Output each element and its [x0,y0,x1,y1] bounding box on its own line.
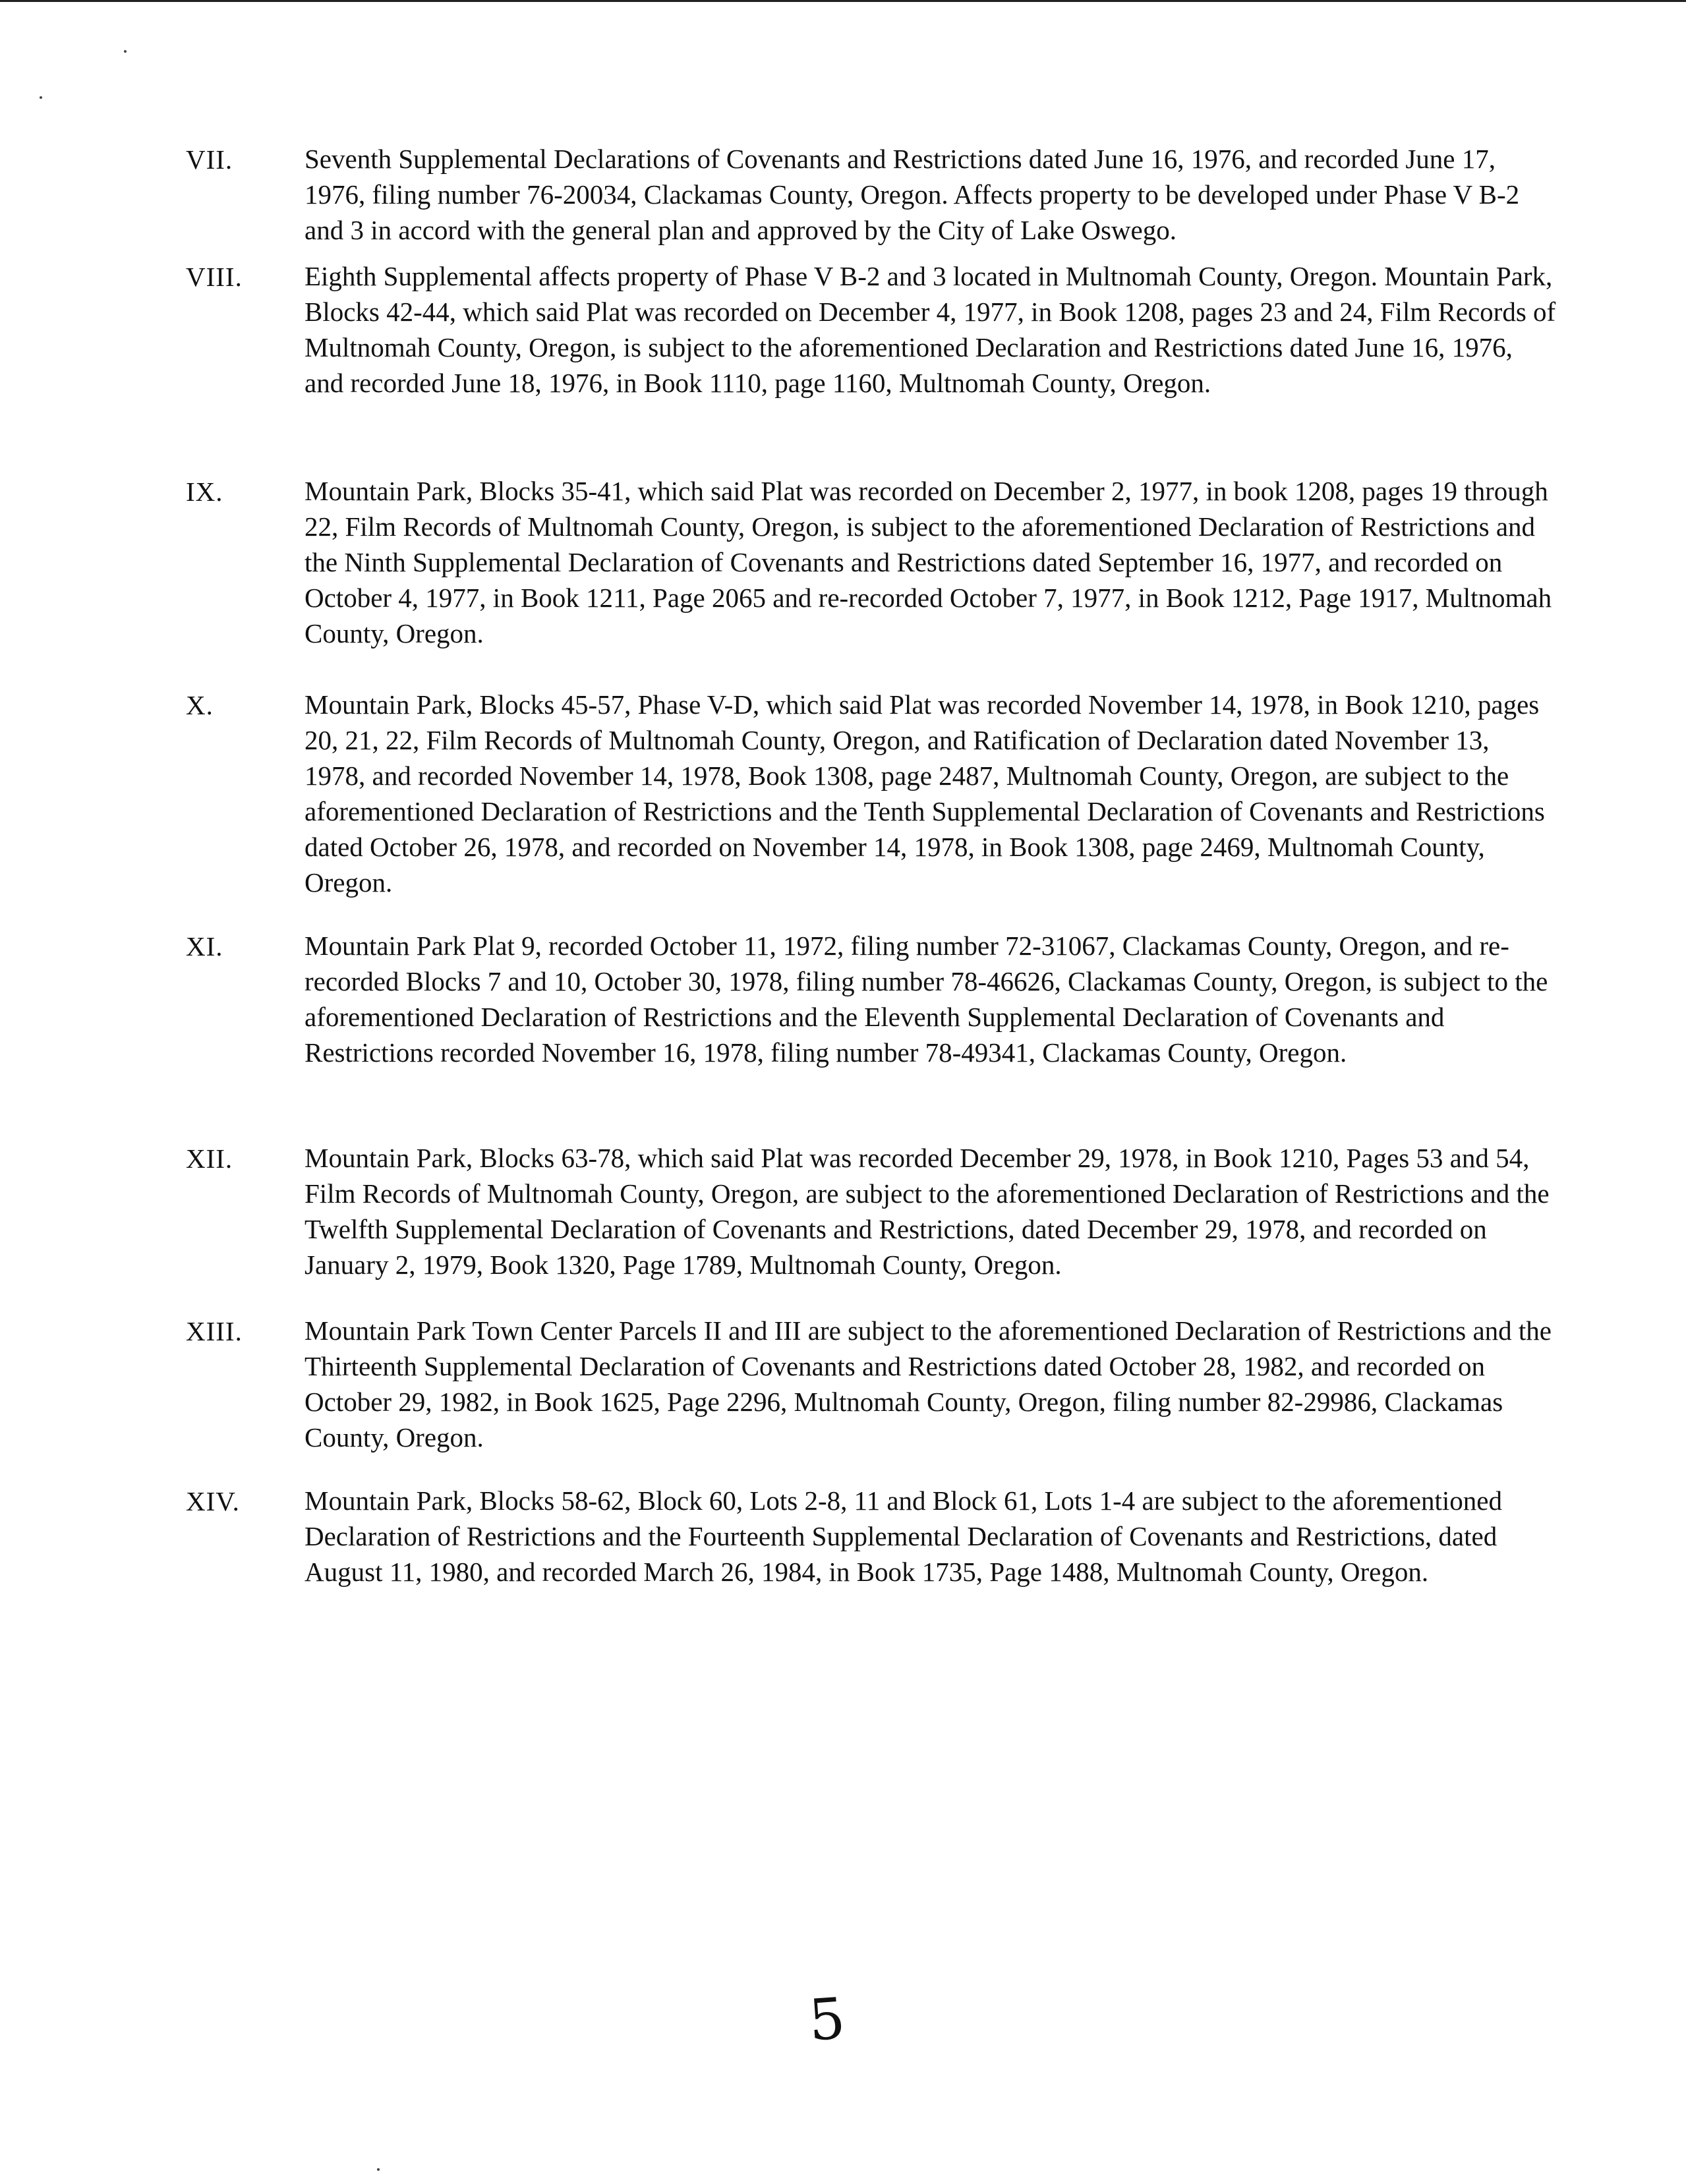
handwritten-page-number: 5 [806,1986,848,2054]
section-numeral: XIII. [186,1316,243,1346]
section-numeral: XII. [186,1143,233,1174]
section-text: Mountain Park Plat 9, recorded October 11, 1972, filing number 72-31067, Clackamas County, Oregon, and re-recorded Blocks 7 and 10, October 30, 1978, filing number 78-46626, Clackamas County, Oregon, is subject to the aforementioned Declaration of Restrictions and the Eleventh Supplemental Declaration of Covenants and Restrictions recorded November 16, 1978, filing number 78-49341, Clackamas County, Oregon. [305,931,1548,1068]
section-text: Mountain Park, Blocks 63-78, which said Plat was recorded December 29, 1978, in Book 1210, Pages 53 and 54, Film Records of Multnomah County, Oregon, are subject to the aforementioned Declaration of Restrictions and the Twelfth Supplemental Declaration of Covenants and Restrictions, dated December 29, 1978, and recorded on January 2, 1979, Book 1320, Page 1789, Multnomah County, Oregon. [305,1143,1550,1280]
section-text: Mountain Park, Blocks 45-57, Phase V-D, which said Plat was recorded November 14, 1978, in Book 1210, pages 20, 21, 22, Film Records of Multnomah County, Oregon, and Ratification of Declaration dated November 13, 1978, and recorded November 14, 1978, Book 1308, page 2487, Multnomah County, Oregon, are subject to the aforementioned Declaration of Restrictions and the Tenth Supplemental Declaration of Covenants and Restrictions dated October 26, 1978, and recorded on November 14, 1978, in Book 1308, page 2469, Multnomah County, Oregon. [305,689,1545,898]
section-numeral: XIV. [186,1486,240,1516]
scan-speck [124,50,127,53]
scan-speck [40,96,42,99]
section-text: Mountain Park Town Center Parcels II and III are subject to the aforementioned Declaration of Restrictions and the Thirteenth Supplemental Declaration of Covenants and Restrictions dated October 28, 1982, and recorded on October 29, 1982, in Book 1625, Page 2296, Multnomah County, Oregon, filing number 82-29986, Clackamas County, Oregon. [305,1315,1552,1452]
section-text: Seventh Supplemental Declarations of Covenants and Restrictions dated June 16, 1976, and recorded June 17, 1976, filing number 76-20034, Clackamas County, Oregon. Affects property to be developed under Phase V B-2 and 3 in accord with the general plan and approved by the City of Lake Oswego. [305,144,1520,245]
section-numeral: VII. [186,144,233,175]
section-text: Mountain Park, Blocks 35-41, which said Plat was recorded on December 2, 1977, in book 1208, pages 19 through 22, Film Records of Multnomah County, Oregon, is subject to the aforementioned Declaration of Restrictions and the Ninth Supplemental Declaration of Covenants and Restrictions dated September 16, 1977, and recorded on October 4, 1977, in Book 1211, Page 2065 and re-recorded October 7, 1977, in Book 1212, Page 1917, Multnomah County, Oregon. [305,476,1552,648]
section-numeral: X. [186,690,214,720]
top-edge-rule [0,0,1686,2]
section-numeral: XI. [186,931,223,962]
section-text: Eighth Supplemental affects property of Phase V B-2 and 3 located in Multnomah County, Oregon. Mountain Park, Blocks 42-44, which said Plat was recorded on December 4, 1977, in Book 1208, pages 23 and 24, Film Records of Multnomah County, Oregon, is subject to the aforementioned Declaration and Restrictions dated June 16, 1976, and recorded June 18, 1976, in Book 1110, page 1160, Multnomah County, Oregon. [305,261,1556,398]
section-numeral: VIII. [186,262,243,292]
section-numeral: IX. [186,476,223,507]
section-text: Mountain Park, Blocks 58-62, Block 60, Lots 2-8, 11 and Block 61, Lots 1-4 are subject to the aforementioned Declaration of Restrictions and the Fourteenth Supplemental Declaration of Covenants and Restrictions, dated August 11, 1980, and recorded March 26, 1984, in Book 1735, Page 1488, Multnomah County, Oregon. [305,1485,1502,1587]
scan-speck [377,2168,380,2171]
